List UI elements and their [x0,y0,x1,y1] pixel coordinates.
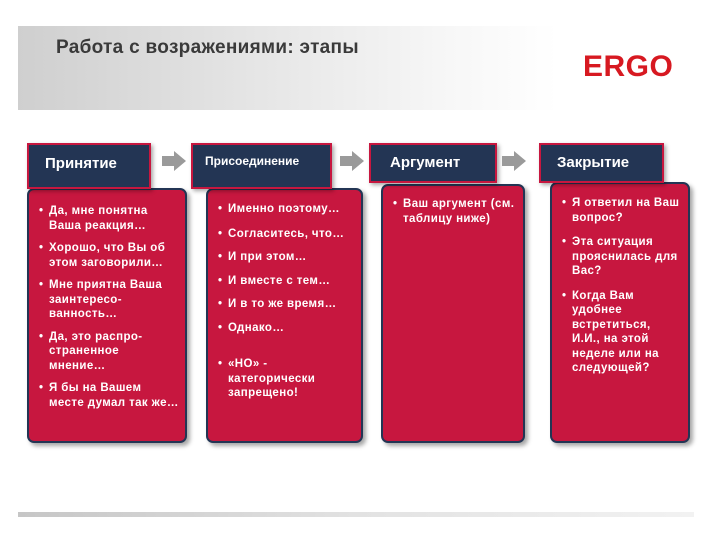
list-item: • Да, мне понятна Ваша реакция… [39,205,148,232]
list-item: • И при этом… [218,251,307,263]
stage-header-closing: Закрытие [539,143,664,183]
list-item: • Я ответил на Ваш вопрос? [562,197,680,224]
stage-card-joining [206,188,363,443]
stage-header-joining: Присоединение [191,143,332,189]
footer-band [18,512,694,517]
ergo-logo: ERGO [583,50,674,83]
list-item: • «НО» - категорически запрещено! [218,358,316,399]
list-item: • И вместе с тем… [218,274,331,287]
list-item: • Однако… [218,321,285,334]
list-item: • Хорошо, что Вы об этом заговорили… [39,242,166,269]
stage-card-acceptance [27,188,187,443]
stage-header-acceptance: Принятие [27,143,151,189]
list-item: • Ваш аргумент (см. таблицу ниже) [393,198,515,225]
list-item: • Именно поэтому… [218,203,340,215]
list-item: • Мне приятна Ваша заинтересо-ванность… [39,279,163,320]
stage-header-argument: Аргумент [369,143,497,183]
list-item: • Эта ситуация прояснилась для Вас? [562,236,678,277]
slide-title: Работа с возражениями: этапы [56,37,359,58]
list-item: • Согласитесь, что… [218,227,345,240]
list-item: • Я бы на Вашем месте думал так же… [39,382,179,409]
list-item: • Да, это распро-страненное мнение… [39,330,143,372]
list-item: • И в то же время… [218,298,337,310]
list-item: • Когда Вам удобнее встретиться, И.И., на этой неделе или на следующей? [562,289,659,374]
stage-card-argument [381,184,525,443]
stage-card-closing [550,182,690,443]
